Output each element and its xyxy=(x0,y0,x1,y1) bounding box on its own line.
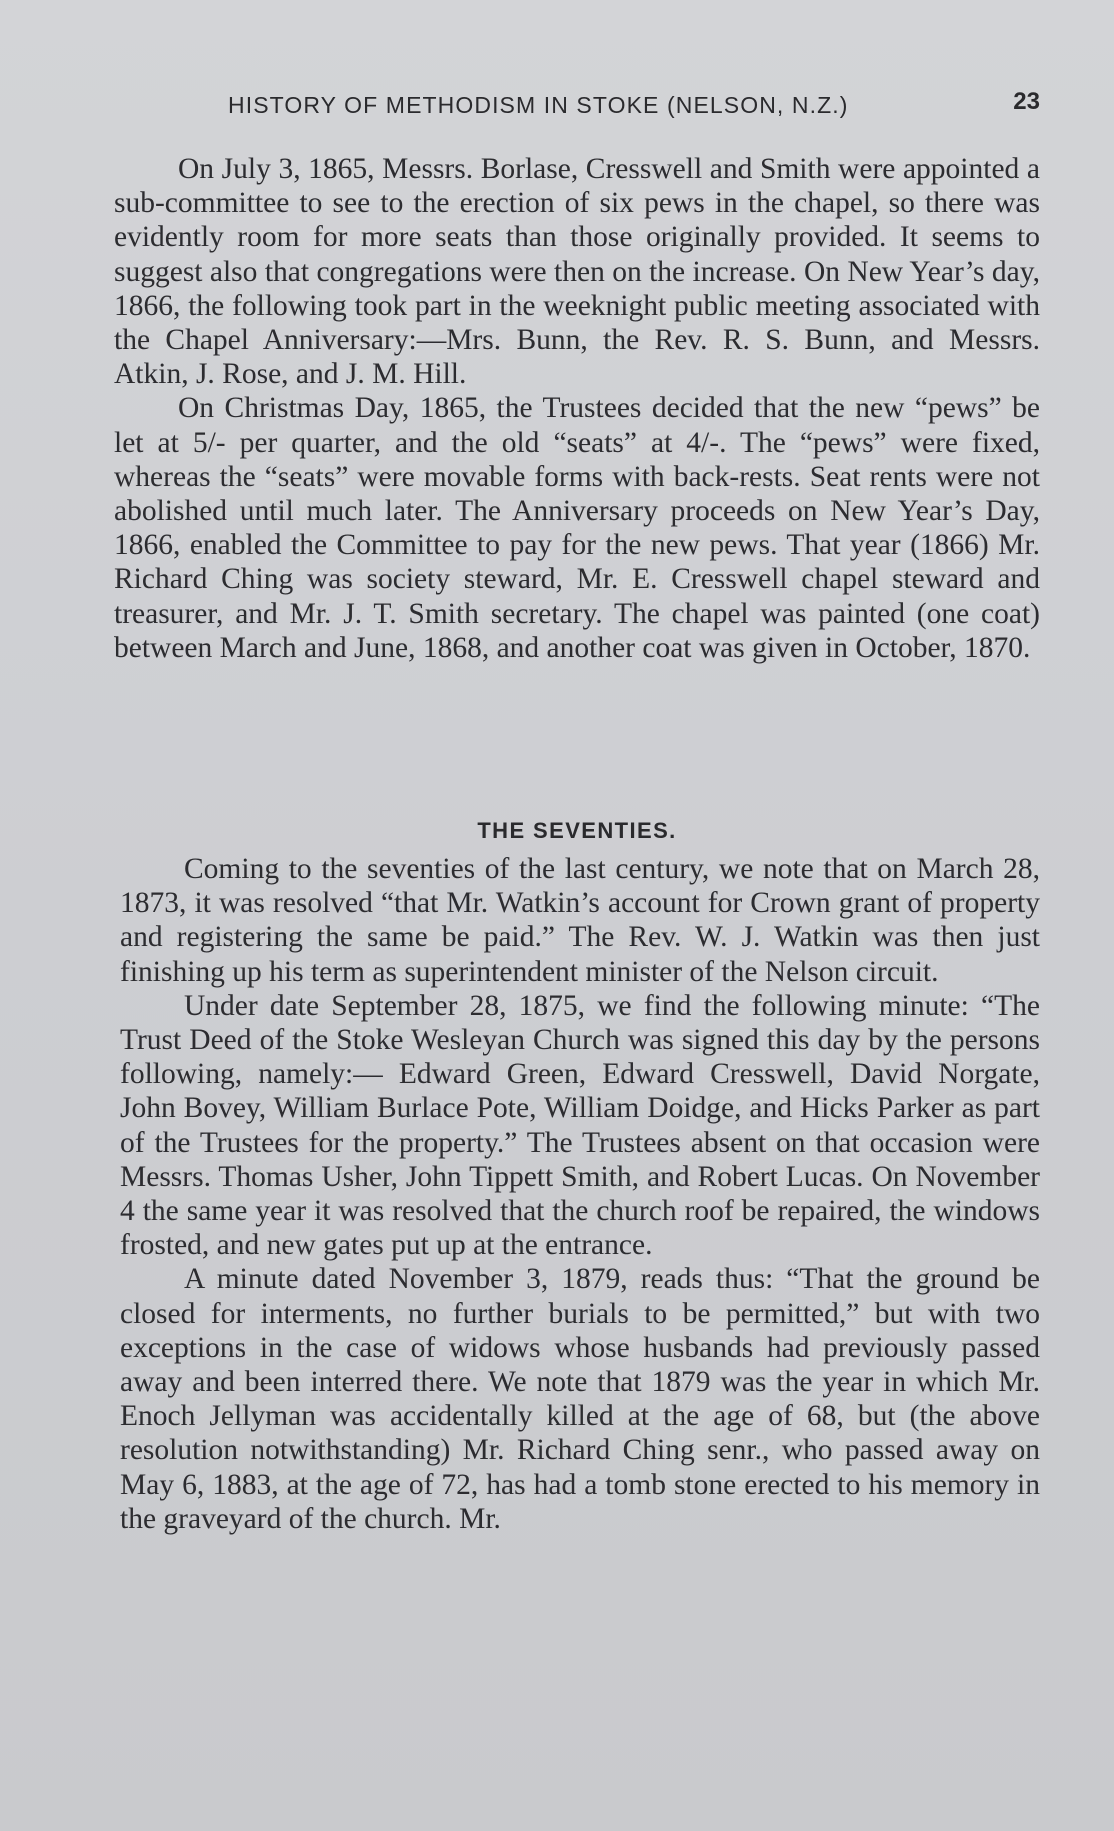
paragraph: Coming to the seventies of the last century, we note that on March 28, 1873, it was resolved “that Mr. Watkin’s account for Crown grant of property and registering the same be paid.” The Rev. W. J. Watkin was then just finishing up his term as superintendent minister of the Nelson circuit. xyxy=(120,853,1040,988)
section-heading: THE SEVENTIES. xyxy=(477,818,677,843)
paragraph: On July 3, 1865, Messrs. Borlase, Cresswell and Smith were appointed a sub-committee to see to the erection of six pews in the chapel, so there was evidently room for more seats than those originally provided. It seems to suggest also that congregations were then on the increase. On New Year’s day, 1866, the following took part in the weeknight public meeting associated with the Chapel Anniversary:—Mrs. Bunn, the Rev. R. S. Bunn, and Messrs. Atkin, J. Rose, and J. M. Hill. xyxy=(114,153,1040,391)
running-header xyxy=(228,88,1048,128)
paragraph: A minute dated November 3, 1879, reads thus: “That the ground be closed for interments, no further burials to be permitted,” but with two exceptions in the case of widows whose husbands had previously passed away and been interred there. We note that 1879 was the year in which Mr. Enoch Jellyman was accidentally killed at the age of 68, but (the above resolution notwithstanding) Mr. Richard Ching senr., who passed away on May 6, 1883, at the age of 72, has had a tomb stone erected to his memory in the graveyard of the church. Mr. xyxy=(120,1263,1040,1535)
paragraph: Under date September 28, 1875, we find the following minute: “The Trust Deed of the Stoke Wesleyan Church was signed this day by the persons following, namely:— Edward Green, Edward Cresswell, David Norgate, John Bovey, William Burlace Pote, William Doidge, and Hicks Parker as part of the Trustees for the property.” The Trustees absent on that occasion were Messrs. Thomas Usher, John Tippett Smith, and Robert Lucas. On November 4 the same year it was resolved that the church roof be repaired, the windows frosted, and new gates put up at the entrance. xyxy=(120,989,1040,1262)
body-text-bottom xyxy=(120,852,1040,1536)
page-number: 23 xyxy=(1013,88,1040,115)
body-text-top xyxy=(114,152,1040,665)
running-title: HISTORY OF METHODISM IN STOKE (NELSON, N.Z.) xyxy=(228,92,849,118)
paragraph: On Christmas Day, 1865, the Trustees decided that the new “pews” be let at 5/- per quarter, and the old “seats” at 4/-. The “pews” were fixed, whereas the “seats” were movable forms with back-rests. Seat rents were not abolished until much later. The Anniversary proceeds on New Year’s Day, 1866, enabled the Committee to pay for the new pews. That year (1866) Mr. Richard Ching was society steward, Mr. E. Cresswell chapel steward and treasurer, and Mr. J. T. Smith secretary. The chapel was painted (one coat) between March and June, 1868, and another coat was given in October, 1870. xyxy=(114,392,1040,664)
